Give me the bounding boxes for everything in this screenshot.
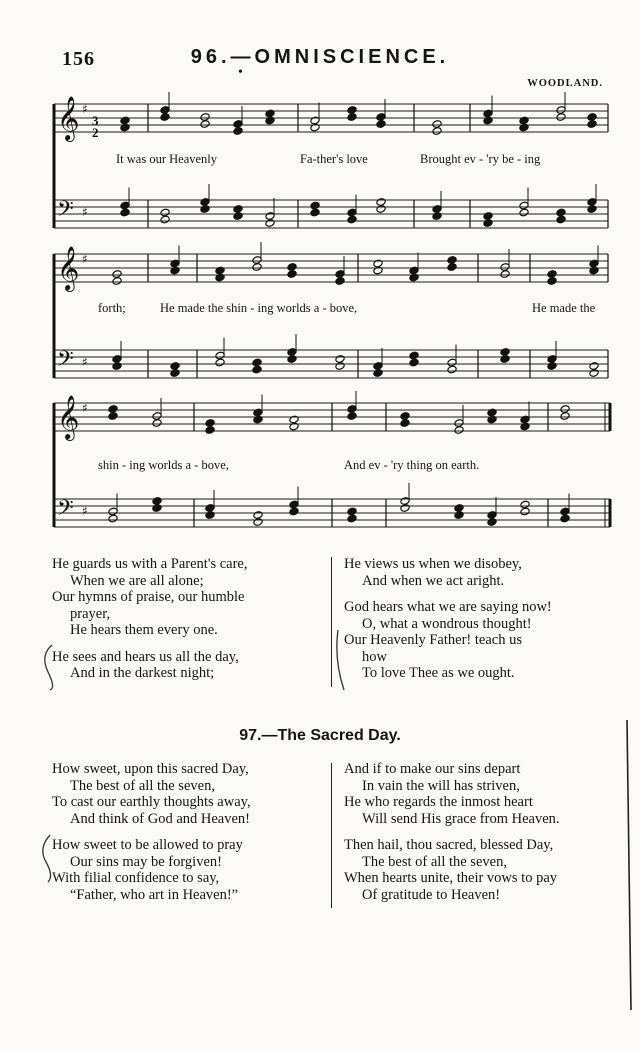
treble-clef: 𝄞 — [57, 395, 80, 439]
stanza-line: And in the darkest night; — [70, 665, 215, 681]
stanza-line: prayer, — [70, 605, 111, 622]
key-sharp: ♯ — [82, 401, 88, 415]
stanza-line: To love Thee as we ought. — [362, 665, 515, 681]
stanza-line: In vain the will has striven, — [362, 777, 520, 794]
stanza-line: Our sins may be forgiven! — [70, 853, 222, 870]
treble-clef: 𝄞 — [57, 246, 80, 290]
key-sharp: ♯ — [82, 102, 88, 116]
hymn-97-title: 97.—The Sacred Day. — [239, 727, 401, 744]
lyric-line-1a: It was our Heavenly — [116, 152, 218, 166]
stanza-line: He views us when we disobey, — [344, 556, 522, 572]
stanza-line: He sees and hears us all the day, — [52, 648, 239, 665]
key-sharp: ♯ — [82, 205, 88, 219]
time-signature: 2 — [92, 125, 99, 140]
lyric-line-2c: He made the — [532, 301, 596, 315]
lyric-line-1c: Brought ev - 'ry be - ing — [420, 152, 541, 166]
lyric-line-2b: He made the shin - ing worlds a - bove, — [160, 301, 358, 315]
lyric-line-3b: And ev - 'ry thing on earth. — [344, 458, 480, 472]
bass-clef: 𝄢 — [57, 496, 74, 526]
stanza-line: Our hymns of praise, our humble — [52, 589, 245, 605]
stanza-line: The best of all the seven, — [362, 853, 507, 870]
stanza-line: He guards us with a Parent's care, — [52, 556, 248, 572]
stanza-line: And when we act aright. — [362, 572, 505, 589]
stanza-line: How sweet, upon this sacred Day, — [52, 761, 249, 777]
stanza-line: Our Heavenly Father! teach us — [344, 632, 522, 648]
title-ornament-dot: • — [238, 65, 243, 80]
page-number: 156 — [62, 48, 95, 70]
bass-clef: 𝄢 — [57, 347, 74, 377]
lyric-line-3a: shin - ing worlds a - bove, — [98, 458, 229, 472]
key-sharp: ♯ — [82, 504, 88, 518]
stanza-line: Of gratitude to Heaven! — [362, 886, 501, 903]
time-signature: 3 — [92, 113, 99, 128]
stanza-line: He hears them every one. — [70, 622, 218, 638]
stanza-line: And if to make our sins depart — [344, 761, 521, 777]
key-sharp: ♯ — [82, 355, 88, 369]
stanza-line: how — [362, 648, 387, 665]
bass-clef: 𝄢 — [57, 197, 74, 227]
stanza-line: And think of God and Heaven! — [70, 810, 250, 827]
stanza-line: Then hail, thou sacred, blessed Day, — [344, 837, 554, 853]
stanza-line: How sweet to be allowed to pray — [52, 837, 243, 853]
treble-clef: 𝄞 — [57, 96, 80, 140]
stanza-line: When we are all alone; — [70, 572, 204, 589]
stanza-line: He who regards the inmost heart — [344, 794, 533, 810]
stanza-line: With filial confidence to say, — [52, 870, 220, 886]
tune-name: WOODLAND. — [527, 78, 603, 89]
lyric-line-2a: forth; — [98, 301, 126, 315]
stanza-line: The best of all the seven, — [70, 777, 215, 794]
hymn-96-title: 96.—OMNISCIENCE. — [190, 46, 450, 68]
stanza-line: O, what a wondrous thought! — [362, 615, 532, 632]
stanza-line: “Father, who art in Heaven!” — [70, 886, 239, 903]
key-sharp: ♯ — [82, 252, 88, 266]
stanza-line: When hearts unite, their vows to pay — [344, 870, 558, 886]
stanza-line: God hears what we are saying now! — [344, 599, 552, 615]
lyric-line-1b: Fa-ther's love — [300, 152, 368, 166]
stanza-line: Will send His grace from Heaven. — [362, 810, 560, 827]
stanza-line: To cast our earthly thoughts away, — [52, 794, 251, 810]
